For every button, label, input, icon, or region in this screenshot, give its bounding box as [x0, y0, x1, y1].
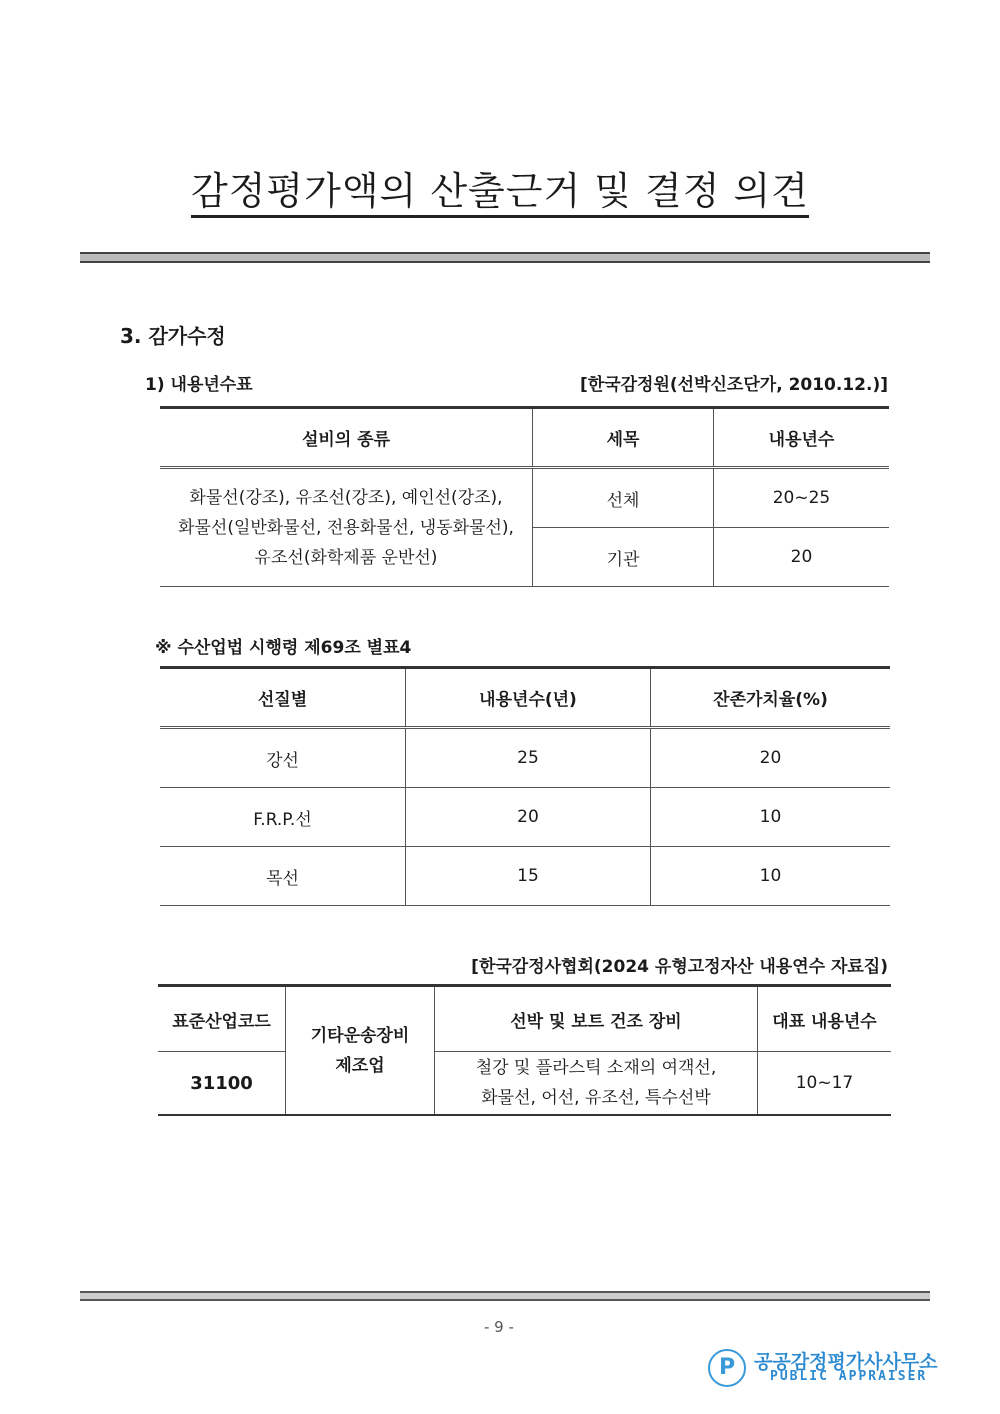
table1-years-cell: 20 [714, 528, 890, 587]
industry-line: 제조업 [335, 1055, 385, 1076]
logo-english-name: PUBLIC APPRAISER [770, 1369, 928, 1384]
table1-item-cell: 선체 [533, 468, 714, 528]
page-title: 감정평가액의 산출근거 및 결정 의견 [0, 160, 1000, 215]
equipment-line: 철강 및 플라스틱 소재의 여객선, [475, 1058, 717, 1078]
table-cell: 20 [406, 788, 651, 847]
subsection-heading: 1) 내용년수표 [145, 375, 253, 395]
table1-source: [한국감정원(선박신조단가, 2010.12.)] [580, 375, 888, 395]
table-row [160, 728, 890, 788]
table-cell: 10 [651, 847, 891, 906]
table-cell: 10 [651, 788, 891, 847]
table3-header-equipment: 선박 및 보트 건조 장비 [435, 986, 758, 1052]
table-row [160, 468, 889, 528]
logo-mark-icon: P [708, 1349, 746, 1387]
table1-item-cell: 기관 [533, 528, 714, 587]
table1-header-item: 세목 [533, 408, 714, 468]
type-line: 화물선(강조), 유조선(강조), 예인선(강조), [189, 487, 503, 508]
useful-life-table [160, 406, 889, 587]
table2-header-residual: 잔존가치율(%) [651, 668, 891, 728]
hull-material-table [160, 666, 890, 906]
equipment-line: 화물선, 어선, 유조선, 특수선박 [481, 1088, 711, 1108]
table-row [160, 847, 890, 906]
table1-header-years: 내용년수 [714, 408, 890, 468]
bottom-divider [80, 1291, 930, 1301]
table3-source: [한국감정사협회(2024 유형고정자산 내용연수 자료집) [471, 957, 888, 977]
table3-header-years: 대표 내용년수 [758, 986, 892, 1052]
table-cell: 15 [406, 847, 651, 906]
type-line: 유조선(화학제품 운반선) [254, 547, 438, 568]
table-cell: 25 [406, 728, 651, 788]
logo-korean-name: 공공감정평가사사무소 [754, 1351, 938, 1373]
top-divider [80, 252, 930, 263]
table-cell: F.R.P.선 [160, 788, 406, 847]
table3-years-cell: 10~17 [758, 1052, 892, 1116]
page-number: - 9 - [484, 1318, 514, 1336]
company-logo [708, 1347, 938, 1387]
table1-type-cell [160, 468, 533, 587]
industry-useful-life-table [158, 984, 891, 1116]
table3-industry-cell [286, 986, 435, 1116]
table2-header-years: 내용년수(년) [406, 668, 651, 728]
table2-header-material: 선질별 [160, 668, 406, 728]
industry-line: 기타운송장비 [310, 1025, 410, 1046]
table-cell: 20 [651, 728, 891, 788]
section-heading: 3. 감가수정 [120, 324, 226, 348]
table3-equipment-cell [435, 1052, 758, 1116]
table1-years-cell: 20~25 [714, 468, 890, 528]
table-row [158, 1052, 891, 1116]
table3-code-cell: 31100 [158, 1052, 286, 1116]
table-cell: 목선 [160, 847, 406, 906]
fisheries-act-note: ※ 수산업법 시행령 제69조 별표4 [155, 638, 412, 658]
type-line: 화물선(일반화물선, 전용화물선, 냉동화물선), [178, 517, 514, 538]
table-cell: 강선 [160, 728, 406, 788]
table1-header-type: 설비의 종류 [160, 408, 533, 468]
table3-header-code: 표준산업코드 [158, 986, 286, 1052]
table-row [160, 788, 890, 847]
